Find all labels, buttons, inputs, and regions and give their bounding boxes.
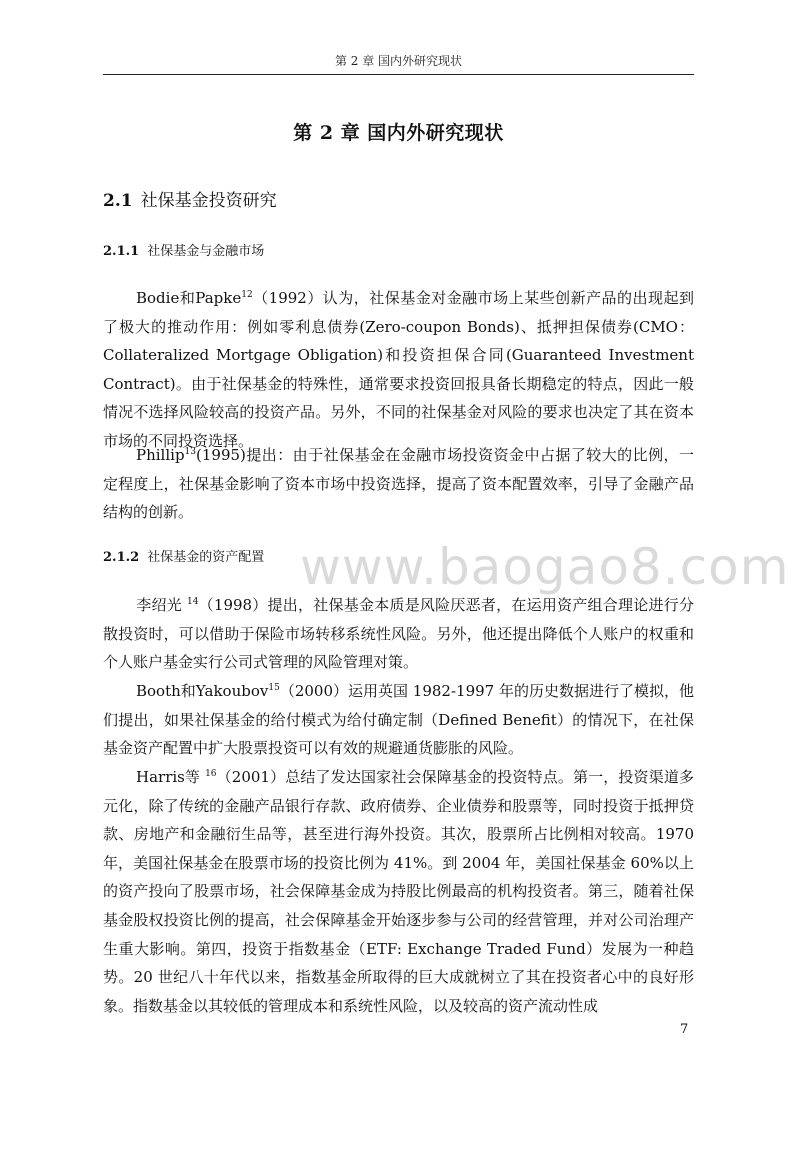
- paragraph-body: （2000）运用英国 1982-1997 年的历史数据进行了模拟，他们提出，如果社保基金的给付模式为给付确定制（Defined Benefit）的情况下，在社保基金资产配置中扩大股票投资可以有效的规避通货膨胀的风险。: [103, 682, 694, 758]
- subsection-number: 2.1.2: [103, 550, 140, 565]
- subsection-title: 社保基金与金融市场: [147, 244, 265, 259]
- citation-ref: 15: [268, 683, 280, 693]
- paragraph-lead: Bodie和Papke: [136, 289, 242, 307]
- paragraph-lead: Phillip: [136, 446, 185, 464]
- chapter-title: 第 2 章 国内外研究现状: [293, 122, 504, 144]
- paragraph-lead: Booth和Yakoubov: [136, 682, 269, 700]
- page-number: 7: [680, 1022, 689, 1037]
- citation-ref: 14: [186, 597, 199, 607]
- paragraph-body: （1992）认为，社保基金对金融市场上某些创新产品的出现起到了极大的推动作用：例如零利息债券(Zero-coupon Bonds)、抵押担保债券(CMO：Collateralized Mortgage Obligation)和投资担保合同(Guaranteed Investment Contract)。由于社保基金的特殊性，通常要求投资回报具备长期稳定的特点，因此一般情况不选择风险较高的投资产品。另外，不同的社保基金对风险的要求也决定了其在资本市场的不同投资选择。: [103, 289, 694, 450]
- paragraph-li-shaoguang: [103, 591, 694, 677]
- subsection-heading-2-1-1: [103, 240, 264, 259]
- paragraph-phillip: [103, 441, 694, 527]
- paragraph-body: （2001）总结了发达国家社会保障基金的投资特点。第一，投资渠道多元化，除了传统的金融产品银行存款、政府债券、企业债券和股票等，同时投资于抵押贷款、房地产和金融衍生品等，甚至进行海外投资。其次，股票所占比例相对较高。1970 年，美国社保基金在股票市场的投资比例为 41%。到 2004 年，美国社保基金 60%以上的资产投向了股票市场，社会保障基金成为持股比例最高的机构投资者。第三，随着社保基金股权投资比例的提高，社会保障基金开始逐步参与公司的经营管理，并对公司治理产生重大影响。第四，投资于指数基金（ETF: Exchange Traded Fund）发展为一种趋势。20 世纪八十年代以来，指数基金所取得的巨大成就树立了其在投资者心中的良好形象。指数基金以其较低的管理成本和系统性风险，以及较高的资产流动性成: [103, 768, 694, 1015]
- subsection-heading-2-1-2: [103, 546, 264, 565]
- citation-ref: 12: [241, 290, 253, 300]
- paragraph-bodie-papke: [103, 284, 694, 456]
- paragraph-harris: [103, 763, 694, 1020]
- subsection-number: 2.1.1: [103, 244, 140, 259]
- section-title: 社保基金投资研究: [140, 191, 277, 211]
- citation-ref: 16: [205, 769, 217, 779]
- running-header: 第 2 章 国内外研究现状: [334, 54, 463, 68]
- paragraph-body: （1998）提出，社保基金本质是风险厌恶者，在运用资产组合理论进行分散投资时，可以借助于保险市场转移系统性风险。另外，他还提出降低个人账户的权重和个人账户基金实行公司式管理的风险管理对策。: [103, 596, 694, 672]
- header-rule: [103, 74, 694, 75]
- citation-ref: 13: [184, 447, 196, 457]
- watermark: www.baogao8.com: [300, 538, 790, 596]
- paragraph-booth-yakoubov: [103, 677, 694, 763]
- section-number: 2.1: [103, 191, 133, 211]
- subsection-title: 社保基金的资产配置: [147, 550, 265, 565]
- section-heading: [103, 186, 277, 211]
- paragraph-lead: 李绍光: [136, 596, 187, 614]
- paragraph-lead: Harris等: [136, 768, 206, 786]
- paragraph-body: (1995)提出：由于社保基金在金融市场投资资金中占据了较大的比例，一定程度上，社保基金影响了资本市场中投资选择，提高了资本配置效率，引导了金融产品结构的创新。: [103, 446, 694, 522]
